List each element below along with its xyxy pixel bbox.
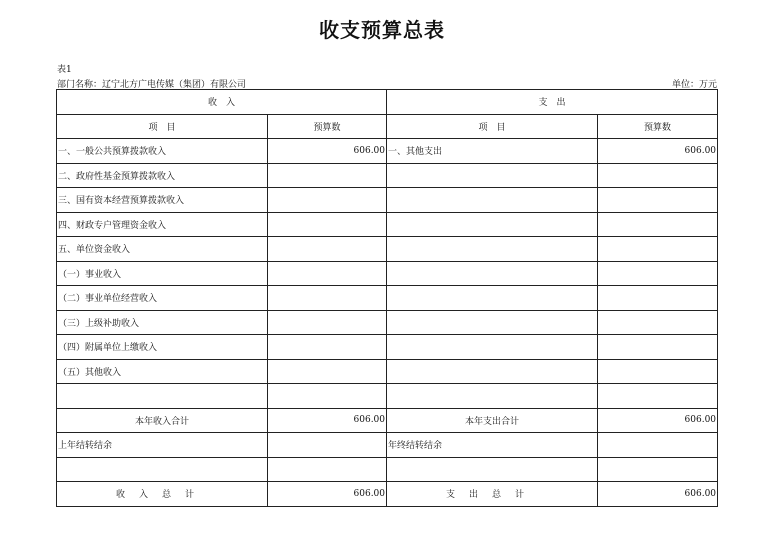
table-row <box>57 261 718 286</box>
empty-cell <box>387 457 598 482</box>
empty-cell <box>57 457 268 482</box>
table-row <box>57 384 718 409</box>
empty-cell <box>268 457 387 482</box>
expense-item-header: 项 目 <box>387 114 598 139</box>
header-row-sections <box>57 90 718 115</box>
expense-value <box>598 212 718 237</box>
carryover-row <box>57 433 718 458</box>
grand-expense-total-value: 606.00 <box>598 482 718 507</box>
income-value <box>268 188 387 213</box>
grand-total-row <box>57 482 718 507</box>
table-row <box>57 188 718 213</box>
carryover-expense-label: 年终结转结余 <box>387 433 598 458</box>
income-item: 一、一般公共预算拨款收入 <box>57 139 268 164</box>
table-row <box>57 237 718 262</box>
table-row <box>57 457 718 482</box>
year-expense-total-value: 606.00 <box>598 408 718 433</box>
income-value <box>268 286 387 311</box>
table-number: 表1 <box>57 65 72 75</box>
carryover-expense-value <box>598 433 718 458</box>
income-value <box>268 335 387 360</box>
income-item: 三、国有资本经营预算拨款收入 <box>57 188 268 213</box>
income-value: 606.00 <box>268 139 387 164</box>
page-title: 收支预算总表 <box>319 18 445 42</box>
income-item: （二）事业单位经营收入 <box>57 286 268 311</box>
table-row <box>57 212 718 237</box>
income-value <box>268 359 387 384</box>
expense-value: 606.00 <box>598 139 718 164</box>
income-item: （一）事业收入 <box>57 261 268 286</box>
expense-item <box>387 286 598 311</box>
carryover-income-label: 上年结转结余 <box>57 433 268 458</box>
table-row <box>57 335 718 360</box>
income-item: （四）附属单位上缴收入 <box>57 335 268 360</box>
expense-value <box>598 335 718 360</box>
income-item: （三）上级补助收入 <box>57 310 268 335</box>
table-row <box>57 310 718 335</box>
empty-cell <box>598 457 718 482</box>
carryover-income-value <box>268 433 387 458</box>
table-row <box>57 359 718 384</box>
header-row-columns <box>57 114 718 139</box>
budget-table <box>56 89 718 507</box>
expense-value <box>598 261 718 286</box>
grand-expense-total-label: 支出总计 <box>387 482 598 507</box>
table-row <box>57 139 718 164</box>
income-item-header: 项 目 <box>57 114 268 139</box>
grand-income-total-label: 收入总计 <box>57 482 268 507</box>
expense-budget-header: 预算数 <box>598 114 718 139</box>
expense-value <box>598 359 718 384</box>
year-income-total-label: 本年收入合计 <box>57 408 268 433</box>
expense-item <box>387 261 598 286</box>
year-expense-total-label: 本年支出合计 <box>387 408 598 433</box>
income-value <box>268 384 387 409</box>
expense-value <box>598 163 718 188</box>
expense-value <box>598 310 718 335</box>
expense-item <box>387 237 598 262</box>
expense-item <box>387 212 598 237</box>
expense-item <box>387 310 598 335</box>
expense-value <box>598 384 718 409</box>
table-row <box>57 163 718 188</box>
expense-value <box>598 237 718 262</box>
income-item: 四、财政专户管理资金收入 <box>57 212 268 237</box>
income-section-header: 收 入 <box>57 90 387 115</box>
year-total-row <box>57 408 718 433</box>
income-budget-header: 预算数 <box>268 114 387 139</box>
expense-value <box>598 188 718 213</box>
income-item: 二、政府性基金预算拨款收入 <box>57 163 268 188</box>
expense-item <box>387 359 598 384</box>
income-item: 五、单位资金收入 <box>57 237 268 262</box>
expense-item <box>387 335 598 360</box>
expense-item <box>387 163 598 188</box>
income-value <box>268 261 387 286</box>
income-value <box>268 310 387 335</box>
expense-item <box>387 188 598 213</box>
unit-label: 单位：万元 <box>671 80 717 90</box>
income-item <box>57 384 268 409</box>
table-row <box>57 286 718 311</box>
grand-income-total-value: 606.00 <box>268 482 387 507</box>
income-item: （五）其他收入 <box>57 359 268 384</box>
expense-item: 一、其他支出 <box>387 139 598 164</box>
expense-value <box>598 286 718 311</box>
income-value <box>268 212 387 237</box>
expense-item <box>387 384 598 409</box>
year-income-total-value: 606.00 <box>268 408 387 433</box>
income-value <box>268 237 387 262</box>
expense-section-header: 支 出 <box>387 90 718 115</box>
income-value <box>268 163 387 188</box>
department-name: 部门名称：辽宁北方广电传媒（集团）有限公司 <box>57 80 247 90</box>
